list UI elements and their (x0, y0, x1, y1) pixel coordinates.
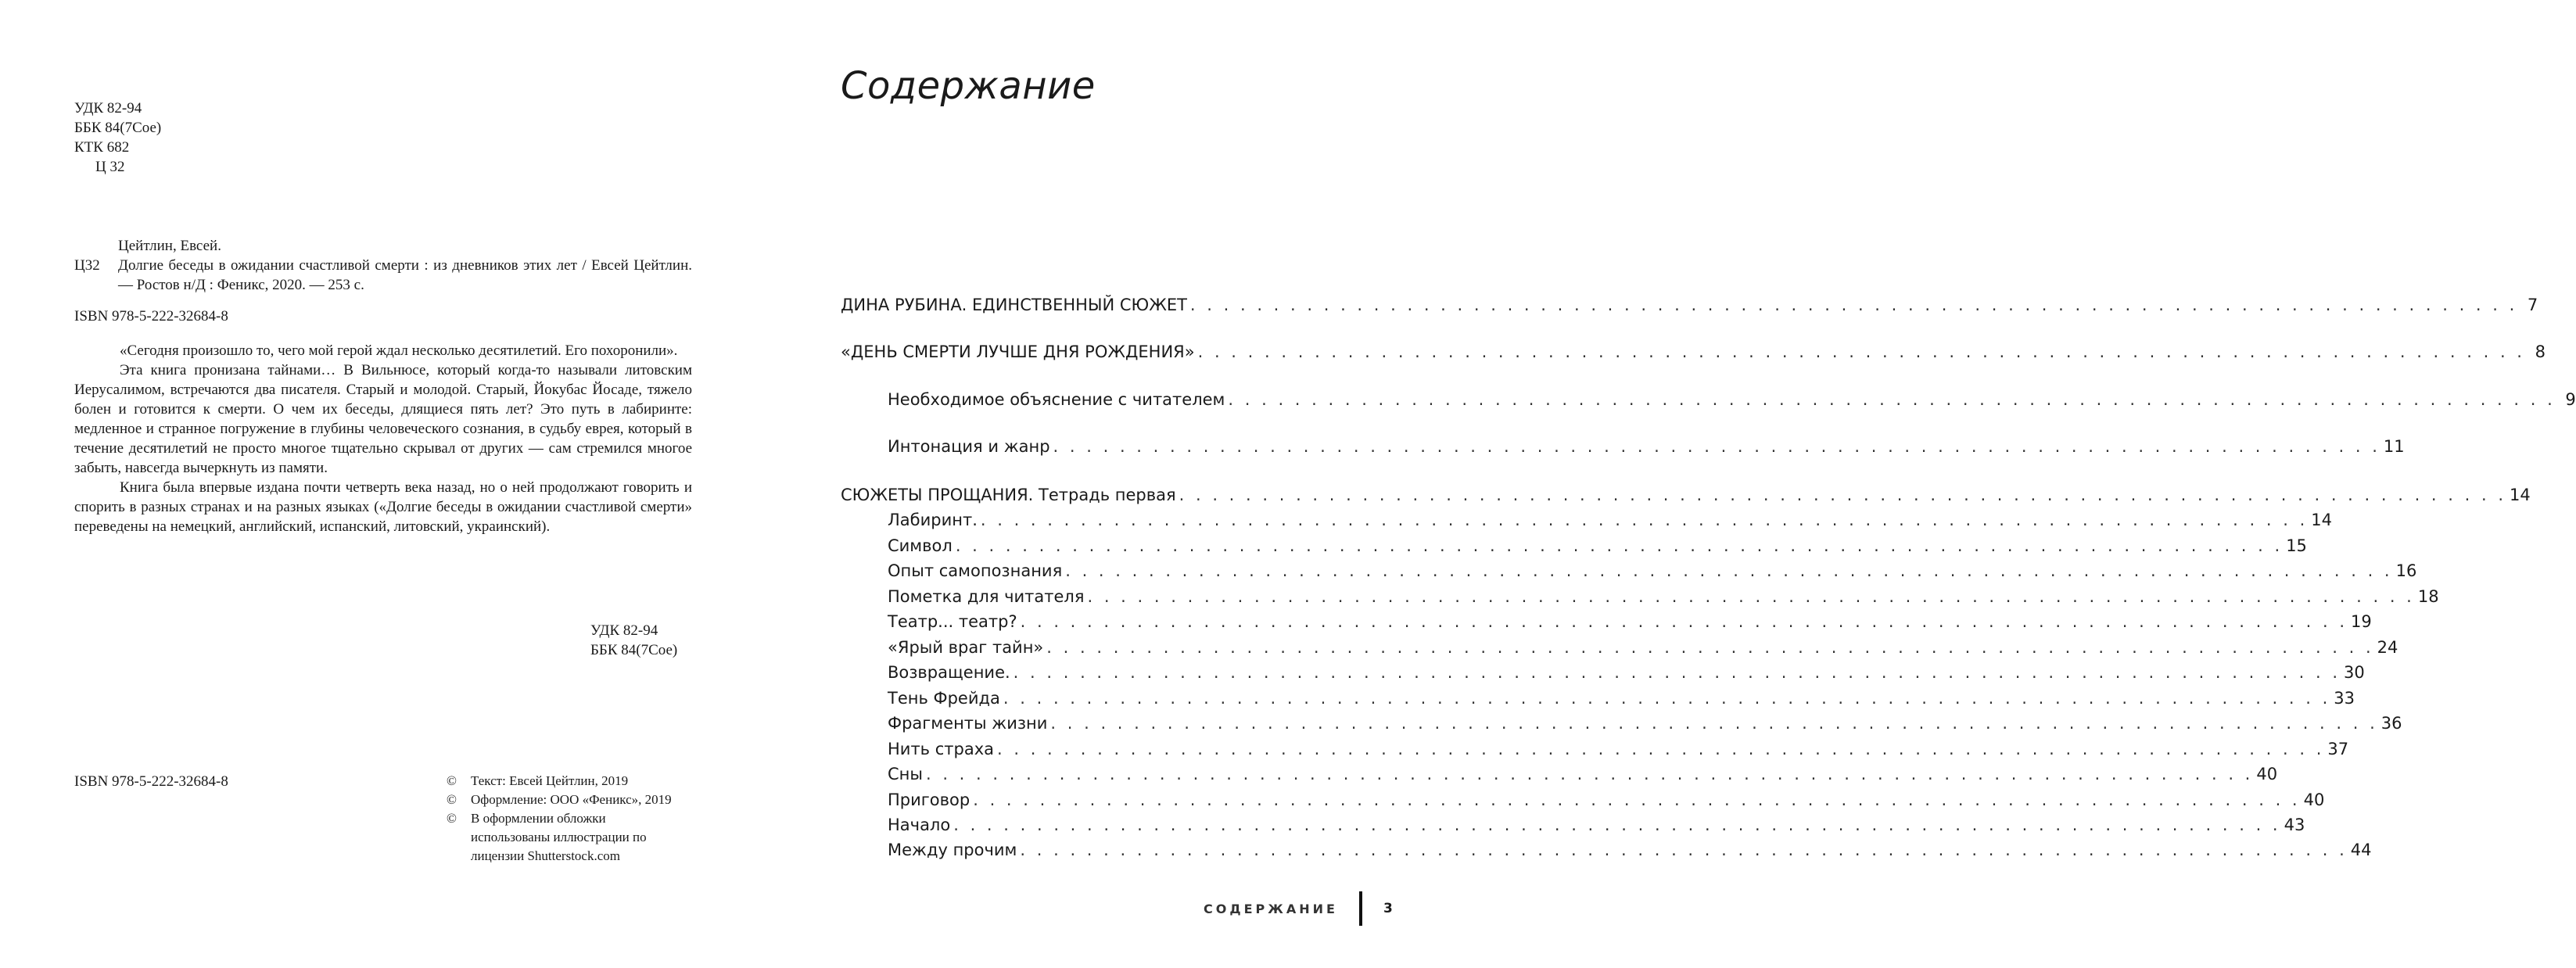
isbn: ISBN 978-5-222-32684-8 (74, 308, 228, 324)
entry-text: Долгие беседы в ожидании счастливой смерти : из дневников этих лет / Евсей Цейтлин. — Ростов н/Д : Феникс, 2020. — 253 с. (118, 257, 692, 293)
copyright-icon: © (447, 773, 457, 788)
toc-entry-title: ДИНА РУБИНА. ЕДИНСТВЕННЫЙ СЮЖЕТ (841, 296, 1187, 314)
copyright-text: Оформление: ООО «Феникс», 2019 (471, 792, 672, 807)
toc-entry-page: 14 (2311, 511, 2332, 529)
toc-entry-page: 43 (2284, 816, 2305, 834)
toc-entry (888, 740, 2349, 763)
toc-entry-page: 19 (2351, 612, 2372, 631)
toc-entry (841, 486, 2531, 509)
toc-entry-page: 24 (2377, 638, 2398, 657)
toc-dot-leader: . . . . . . . . . . . . . . . . . . . . . . . . . . . . . . . . . . . . . . . . . . . . . . . . . . . . . . . . . . . . . . . . . . . . . . . . . . . . . . . . (1189, 296, 2518, 314)
toc-entry (888, 511, 2332, 534)
toc-entry-title: Возвращение. (888, 663, 1010, 682)
toc-entry-page: 44 (2350, 841, 2372, 859)
isbn-bottom: ISBN 978-5-222-32684-8 (74, 773, 228, 790)
toc-entry-page: 11 (2383, 437, 2405, 456)
toc-entry (888, 587, 2439, 611)
copyright-icon: © (447, 792, 457, 807)
copyright-block (447, 772, 672, 866)
classification-codes (74, 99, 161, 177)
footer-divider (1359, 891, 1362, 926)
toc-dot-leader: . . . . . . . . . . . . . . . . . . . . . . . . . . . . . . . . . . . . . . . . . . . . . . . . . . . . . . . . . . . . . . . . . . . . . . . . . . . . . . . . (997, 740, 2325, 758)
toc-entry-title: Начало (888, 816, 951, 834)
toc-entry-page: 16 (2395, 561, 2417, 580)
annotation (74, 341, 692, 536)
bbk-code: ББК 84(7Сое) (74, 120, 162, 136)
annotation-paragraph: «Сегодня произошло то, чего мой герой ждал несколько десятилетий. Его похоронили». (120, 342, 678, 359)
toc-entry-title: СЮЖЕТЫ ПРОЩАНИЯ. Тетрадь первая (841, 486, 1176, 504)
toc-entry-page: 7 (2527, 296, 2538, 314)
toc-dot-leader: . . . . . . . . . . . . . . . . . . . . . . . . . . . . . . . . . . . . . . . . . . . . . . . . . . . . . . . . . . . . . . . . . . . . . . . . . . . . . . . . (1020, 841, 2348, 859)
copyright-line (447, 809, 672, 866)
toc-dot-leader: . . . . . . . . . . . . . . . . . . . . . . . . . . . . . . . . . . . . . . . . . . . . . . . . . . . . . . . . . . . . . . . . . . . . . . . . . . . . . . . . (1003, 689, 2331, 708)
copyright-icon: © (447, 811, 457, 826)
toc-entry (841, 342, 2546, 366)
toc-dot-leader: . . . . . . . . . . . . . . . . . . . . . . . . . . . . . . . . . . . . . . . . . . . . . . . . . . . . . . . . . . . . . . . . . . . . . . . . . . . . . . . . (1087, 587, 2415, 606)
bottom-codes (590, 621, 692, 660)
annotation-paragraph: Книга была впервые издана почти четверть века назад, но о ней продолжают говорить и спорить в разных странах и на разных языках («Долгие беседы в ожидании счастливой смерти» переведены на немецкий, английский, испанский, литовский, украинский). (74, 479, 692, 535)
toc-dot-leader: . . . . . . . . . . . . . . . . . . . . . . . . . . . . . . . . . . . . . . . . . . . . . . . . . . . . . . . . . . . . . . . . . . . . . . . . . . . . . . . . (1228, 390, 2556, 409)
toc-entry-page: 15 (2286, 536, 2307, 555)
toc-dot-leader: . . . . . . . . . . . . . . . . . . . . . . . . . . . . . . . . . . . . . . . . . . . . . . . . . . . . . . . . . . . . . . . . . . . . . . . . . . . . . . . . (980, 511, 2309, 529)
toc-entry (888, 841, 2372, 864)
toc-dot-leader: . . . . . . . . . . . . . . . . . . . . . . . . . . . . . . . . . . . . . . . . . . . . . . . . . . . . . . . . . . . . . . . . . . . . . . . . . . . . . . . . (973, 791, 2301, 809)
right-page (761, 0, 2576, 968)
toc-entry-title: Лабиринт. (888, 511, 978, 529)
toc-entry-title: Опыт самопознания (888, 561, 1063, 580)
ktk-code: КТК 682 (74, 139, 130, 156)
toc-entry (888, 765, 2278, 788)
toc-dot-leader: . . . . . . . . . . . . . . . . . . . . . . . . . . . . . . . . . . . . . . . . . . . . . . . . . . . . . . . . . . . . . . . . . . . . . . . . . . . . . . . . (925, 765, 2254, 783)
toc-entry (841, 296, 2538, 319)
toc-entry-page: 14 (2510, 486, 2531, 504)
annotation-paragraph: Эта книга пронизана тайнами… В Вильнюсе, который когда-то называли литовским Иерусалимом, встречаются два писателя. Старый и молодой. Старый, Йокубас Йосаде, тяжело болен и готовится к смерти. О чем их беседы, длящиеся пять лет? Это путь в лабиринте: медленное и странное погружение в глубины человеческого сознания, в судьбу еврея, который в течение десятилетий не просто многое тщательно скрывал от других — сам стремился многое забыть, навсегда вычеркнуть из памяти. (74, 362, 692, 476)
author-sign: Ц 32 (95, 159, 125, 175)
toc-dot-leader: . . . . . . . . . . . . . . . . . . . . . . . . . . . . . . . . . . . . . . . . . . . . . . . . . . . . . . . . . . . . . . . . . . . . . . . . . . . . . . . . (1020, 612, 2348, 631)
toc-entry-page: 36 (2380, 714, 2402, 733)
toc-entry-title: Сны (888, 765, 923, 783)
toc-entry (888, 689, 2355, 712)
toc-entry-title: Между прочим (888, 841, 1017, 859)
toc-entry-page: 30 (2344, 663, 2365, 682)
footer-section-label: СОДЕРЖАНИЕ (1204, 901, 1338, 916)
page-number: 3 (1383, 901, 1393, 916)
toc-dot-leader: . . . . . . . . . . . . . . . . . . . . . . . . . . . . . . . . . . . . . . . . . . . . . . . . . . . . . . . . . . . . . . . . . . . . . . . . . . . . . . . . (1046, 638, 2374, 657)
toc-entry-title: Необходимое объяснение с читателем (888, 390, 1225, 409)
running-footer (1204, 891, 1393, 926)
toc-entry-page: 8 (2535, 342, 2546, 361)
toc-entry-page: 37 (2327, 740, 2349, 758)
toc-dot-leader: . . . . . . . . . . . . . . . . . . . . . . . . . . . . . . . . . . . . . . . . . . . . . . . . . . . . . . . . . . . . . . . . . . . . . . . . . . . . . . . . (1050, 714, 2378, 733)
toc-entry-page: 40 (2256, 765, 2278, 783)
toc-entry (888, 536, 2307, 560)
toc-dot-leader: . . . . . . . . . . . . . . . . . . . . . . . . . . . . . . . . . . . . . . . . . . . . . . . . . . . . . . . . . . . . . . . . . . . . . . . . . . . . . . . . (1013, 663, 2341, 682)
udk-code-bottom: УДК 82-94 (590, 622, 658, 639)
left-page (0, 0, 761, 968)
copyright-text: В оформлении обложки использованы иллюстрации по лицензии Shutterstock.com (471, 811, 647, 863)
toc-entry (888, 390, 2576, 414)
toc-entry (888, 791, 2325, 814)
toc-entry-title: Нить страха (888, 740, 994, 758)
toc-entry-title: Тень Фрейда (888, 689, 1000, 708)
toc-entry-title: Театр... театр? (888, 612, 1017, 631)
toc-dot-leader: . . . . . . . . . . . . . . . . . . . . . . . . . . . . . . . . . . . . . . . . . . . . . . . . . . . . . . . . . . . . . . . . . . . . . . . . . . . . . . . . (1053, 437, 2380, 456)
toc-entry (888, 638, 2398, 661)
toc-entry-title: Интонация и жанр (888, 437, 1050, 456)
entry-code: Ц32 (74, 257, 100, 274)
toc-entry-page: 18 (2417, 587, 2439, 606)
toc-entry (888, 816, 2305, 839)
copyright-text: Текст: Евсей Цейтлин, 2019 (471, 773, 629, 788)
toc-dot-leader: . . . . . . . . . . . . . . . . . . . . . . . . . . . . . . . . . . . . . . . . . . . . . . . . . . . . . . . . . . . . . . . . . . . . . . . . . . . . . . . . (1179, 486, 2506, 504)
bibliographic-entry (74, 256, 692, 295)
toc-dot-leader: . . . . . . . . . . . . . . . . . . . . . . . . . . . . . . . . . . . . . . . . . . . . . . . . . . . . . . . . . . . . . . . . . . . . . . . . . . . . . . . . (1065, 561, 2393, 580)
toc-entry-page: 9 (2565, 390, 2576, 409)
toc-entry (888, 714, 2402, 737)
toc-entry-title: Фрагменты жизни (888, 714, 1048, 733)
toc-entry-page: 40 (2303, 791, 2325, 809)
toc-dot-leader: . . . . . . . . . . . . . . . . . . . . . . . . . . . . . . . . . . . . . . . . . . . . . . . . . . . . . . . . . . . . . . . . . . . . . . . . . . . . . . . . (1197, 342, 2525, 361)
udk-code: УДК 82-94 (74, 100, 142, 117)
copyright-line (447, 772, 672, 791)
toc-dot-leader: . . . . . . . . . . . . . . . . . . . . . . . . . . . . . . . . . . . . . . . . . . . . . . . . . . . . . . . . . . . . . . . . . . . . . . . . . . . . . . . . (953, 816, 2281, 834)
toc-entry-title: «ДЕНЬ СМЕРТИ ЛУЧШЕ ДНЯ РОЖДЕНИЯ» (841, 342, 1195, 361)
bbk-code-bottom: ББК 84(7Сое) (590, 642, 678, 658)
toc-entry-title: Пометка для читателя (888, 587, 1085, 606)
bibliographic-record (74, 236, 692, 295)
page-title: Содержание (841, 64, 1096, 108)
toc-entry (888, 612, 2372, 636)
toc-entry-title: Символ (888, 536, 953, 555)
toc-entry (888, 663, 2365, 687)
toc-entry-page: 33 (2334, 689, 2355, 708)
toc-dot-leader: . . . . . . . . . . . . . . . . . . . . . . . . . . . . . . . . . . . . . . . . . . . . . . . . . . . . . . . . . . . . . . . . . . . . . . . . . . . . . . . . (955, 536, 2284, 555)
author-heading: Цейтлин, Евсей. (118, 238, 221, 254)
toc-entry (888, 561, 2417, 585)
toc-entry (888, 437, 2405, 461)
copyright-line (447, 791, 672, 809)
toc-entry-title: Приговор (888, 791, 970, 809)
toc-entry-title: «Ярый враг тайн» (888, 638, 1044, 657)
